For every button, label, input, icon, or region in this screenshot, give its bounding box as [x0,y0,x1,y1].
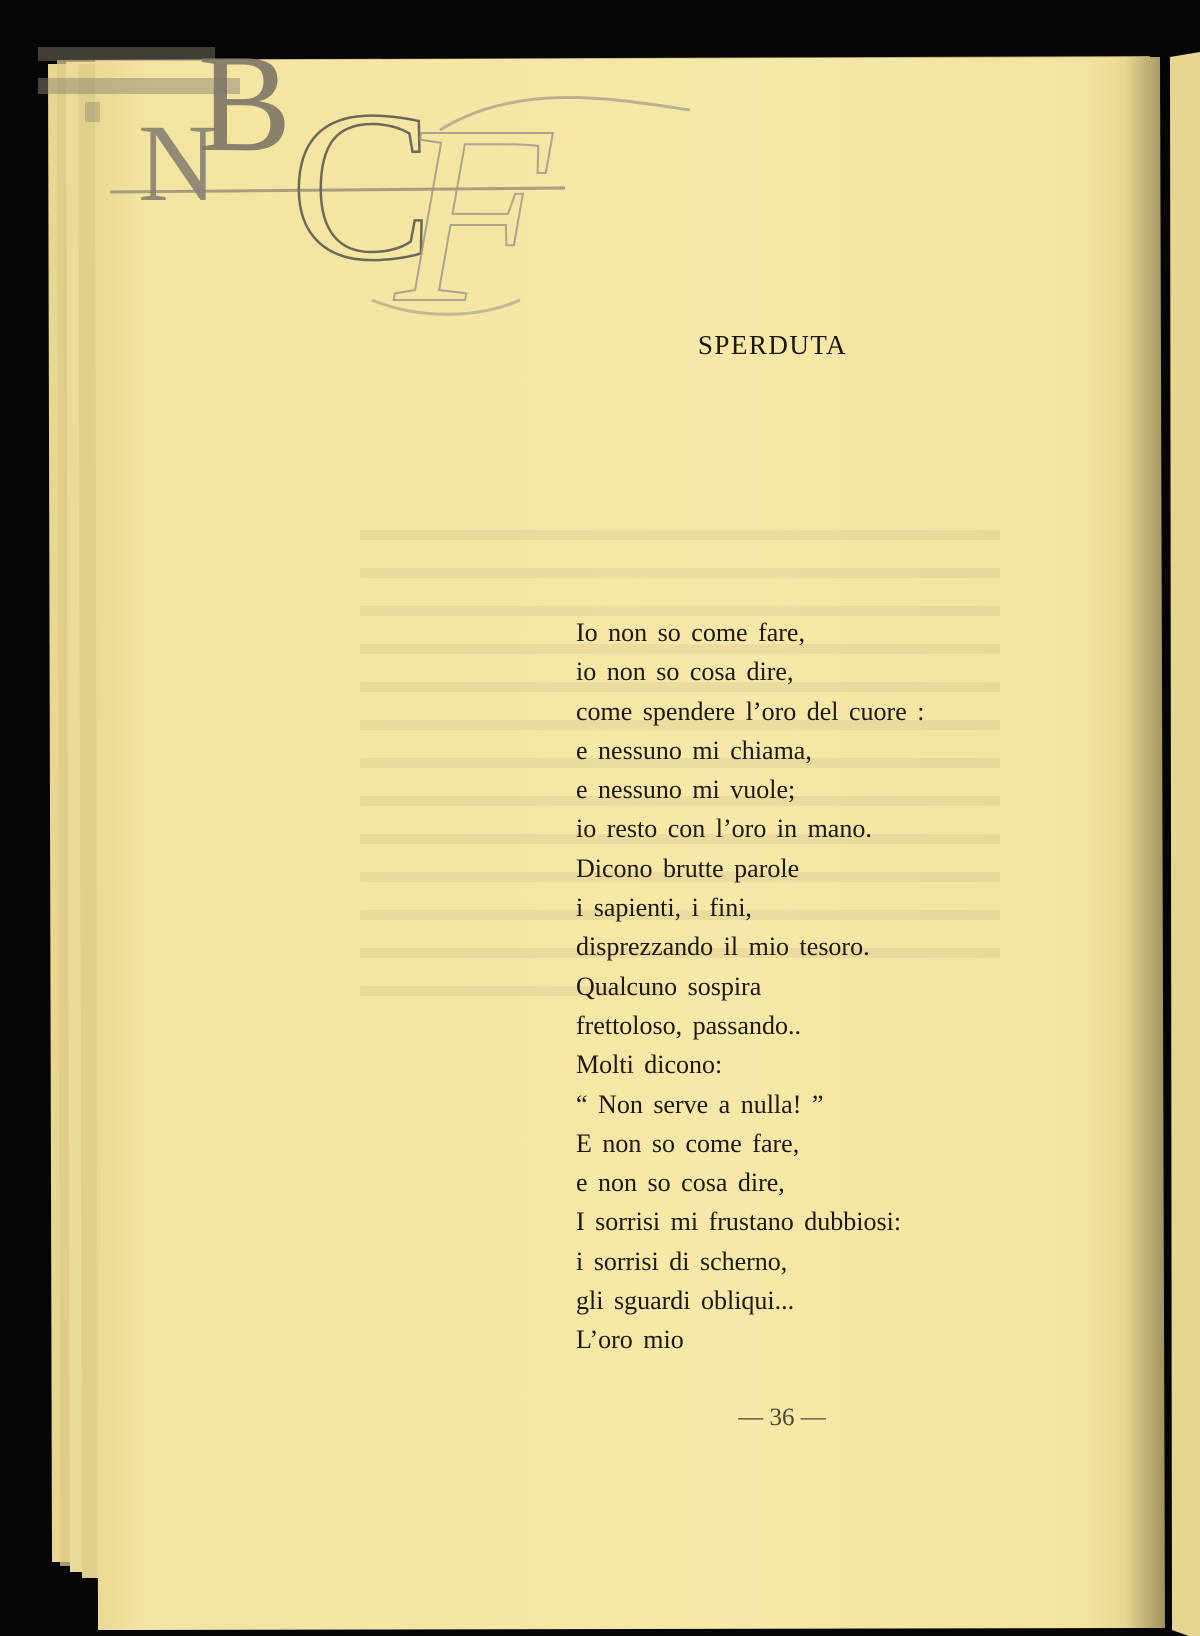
poem-line: Dicono brutte parole [576,853,800,883]
watermark-letter-b: B [198,26,292,181]
poem-line: E non so come fare, [576,1128,800,1158]
facing-page [1170,52,1200,1636]
watermark-letter-f: F [395,74,551,340]
poem-line: i sapienti, i fini, [576,893,752,923]
poem-line: Molti dicono: [576,1050,723,1080]
poem-line: io non so cosa dire, [576,657,794,687]
watermark-letter-c: C [290,66,434,305]
poem-line: I sorrisi mi frustano dubbiosi: [576,1207,902,1237]
poem-line: frettoloso, passando.. [576,1010,801,1040]
poem-line: i sorrisi di scherno, [576,1246,788,1276]
poem-line: L’oro mio [576,1325,684,1355]
poem-line: Qualcuno sospira [576,971,762,1001]
poem-title: SPERDUTA [697,330,848,360]
book-page [95,58,1165,1628]
watermark-letter-n: N [138,102,218,224]
poem-line: e non so cosa dire, [576,1168,785,1198]
poem-line: “ Non serve a nulla! ” [576,1089,824,1119]
poem-line: come spendere l’oro del cuore : [576,696,925,726]
poem-line: disprezzando il mio tesoro. [576,932,870,962]
poem-line: e nessuno mi vuole; [576,775,796,805]
poem-body [576,613,924,1360]
poem-line: Io non so come fare, [576,618,805,647]
poem-line: e nessuno mi chiama, [576,735,812,765]
poem-line: io resto con l’oro in mano. [576,814,872,844]
page-number: — 36 — [738,1404,826,1431]
poem-line: gli sguardi obliqui... [576,1286,795,1316]
